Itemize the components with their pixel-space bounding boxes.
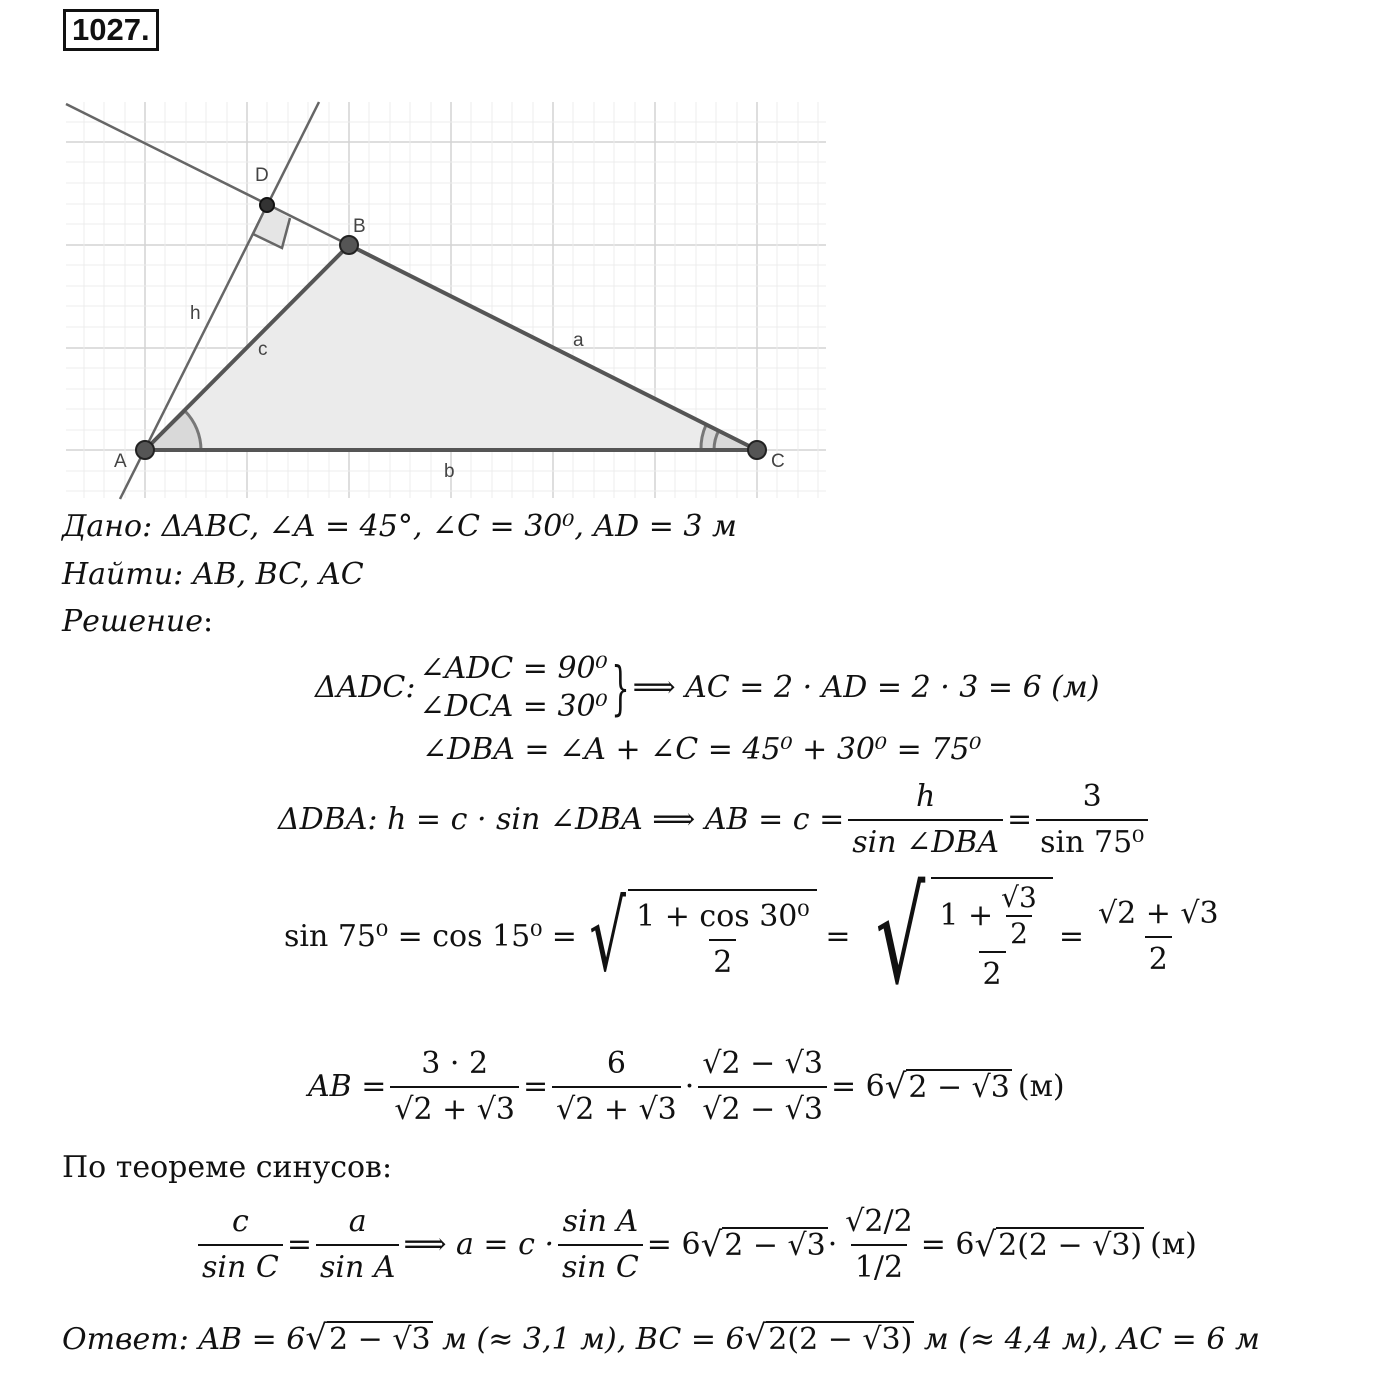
step6-root1: 2 − √3 (724, 1228, 826, 1263)
step4-eq1: = (825, 919, 851, 954)
solution-line (62, 602, 213, 642)
point-a (136, 441, 154, 459)
solution-label: Решение (62, 604, 203, 639)
given-line (62, 507, 737, 547)
step-adc (315, 650, 1099, 726)
step1-system (419, 650, 607, 726)
step-dba (278, 775, 1152, 865)
step5-frac2: $\frac{6}{√2 + √3}$ (552, 1042, 681, 1132)
sqrt-icon: √ (744, 1318, 767, 1358)
step5-dot: · (684, 1069, 695, 1104)
label-b: B (353, 216, 366, 237)
step5-frac3: $\frac{√2 - √3}{√2 - √3}$ (698, 1042, 827, 1132)
step3-frac1: $\frac{h}{\text{sin ∠DBA}}$ (848, 775, 1003, 865)
step5-lhs: AB = (308, 1069, 387, 1104)
answer-label: Ответ (62, 1322, 179, 1357)
step5-unit: (м) (1017, 1069, 1065, 1104)
find-line (62, 555, 364, 595)
step6-root2: 2(2 − √3) (998, 1228, 1143, 1263)
step4-frac1: $\frac{\text{1 + cos 30⁰}}{2}$ (632, 895, 813, 985)
step6-eq1: = (286, 1227, 312, 1262)
step6-frac3: $\frac{\text{sin A}}{\text{sin C}}$ (558, 1200, 643, 1290)
step1-tri: ΔADC: (315, 670, 416, 705)
step1-rhs: ⟹ AC = 2 · AD = 2 · 3 = 6 (м) (632, 670, 1100, 705)
step6-unit: (м) (1150, 1227, 1197, 1262)
answer-r2: 2(2 − √3) (768, 1322, 913, 1357)
find-text: : AB, BC, AC (173, 557, 364, 592)
label-side-a: a (573, 330, 584, 351)
label-c: C (771, 451, 785, 472)
sqrt-icon: √ (974, 1225, 997, 1265)
triangle-figure (60, 95, 830, 500)
label-side-h: h (190, 303, 201, 324)
sqrt-icon: √ (875, 861, 925, 1013)
label-side-c: c (258, 339, 268, 360)
step3-lhs: ΔDBA: h = c · sin ∠DBA ⟹ AB = c = (278, 802, 845, 837)
sqrt-icon: √ (305, 1318, 328, 1358)
step6-frac1: $\frac{c}{\text{sin C}}$ (198, 1200, 283, 1290)
step5-root: 2 − √3 (908, 1070, 1010, 1105)
step6-mid: ⟹ a = c · (403, 1227, 554, 1262)
find-label: Найти (62, 557, 174, 592)
step-ab (308, 1042, 1065, 1132)
step-sines (194, 1200, 1197, 1290)
step6-eq2: = 6 (646, 1227, 701, 1262)
step4-frac3: $\frac{√2 + √3}{2}$ (1094, 892, 1223, 982)
step6-frac4: $\frac{√2/2}{1/2}$ (841, 1200, 916, 1290)
answer-line (62, 1318, 1260, 1360)
label-d: D (255, 165, 269, 186)
step-dba-angle: ∠DBA = ∠A + ∠C = 45⁰ + 30⁰ = 75⁰ (422, 732, 982, 767)
sines-heading: По теореме синусов: (62, 1150, 393, 1185)
step3-frac2: $\frac{3}{\text{sin 75⁰}}$ (1036, 775, 1148, 865)
point-b (340, 236, 358, 254)
solution-colon: : (202, 604, 214, 639)
sqrt-icon: √ (884, 1067, 907, 1107)
answer-p1: : AB = 6 (178, 1322, 306, 1357)
label-side-b: b (444, 461, 455, 482)
step6-dot: · (827, 1227, 838, 1262)
step4-eq2: = (1058, 919, 1084, 954)
problem-number: 1027. (63, 9, 159, 51)
sqrt-icon: √ (700, 1225, 723, 1265)
step1-eq1: ∠ADC = 90⁰ (419, 651, 608, 686)
given-label: Дано (62, 509, 143, 544)
step5-frac1: $\frac{3 \cdot 2}{√2 + √3}$ (390, 1042, 519, 1132)
step5-eq2: = 6 (830, 1069, 885, 1104)
answer-p3: м (≈ 4,4 м), AC = 6 м (914, 1322, 1260, 1357)
point-d (260, 198, 274, 212)
point-c (748, 441, 766, 459)
step6-frac2: $\frac{a}{\text{sin A}}$ (316, 1200, 400, 1290)
step6-eq3: = 6 (920, 1227, 975, 1262)
label-a: A (114, 451, 127, 472)
step5-eq1: = (523, 1069, 549, 1104)
brace-icon: } (610, 654, 630, 722)
sqrt-icon: √ (589, 881, 626, 993)
step3-eq: = (1007, 802, 1033, 837)
answer-r1: 2 − √3 (329, 1322, 431, 1357)
step4-lhs: sin 75⁰ = cos 15⁰ = (284, 919, 577, 954)
step4-frac2: 1 + $\frac{√3}{2}$ 2 (935, 881, 1048, 997)
answer-p2: м (≈ 3,1 м), BC = 6 (432, 1322, 745, 1357)
given-text: : ΔABC, ∠A = 45°, ∠C = 30⁰, AD = 3 м (142, 509, 737, 544)
step-sin75 (284, 861, 1227, 1013)
step1-eq2: ∠DCA = 30⁰ (419, 689, 608, 724)
